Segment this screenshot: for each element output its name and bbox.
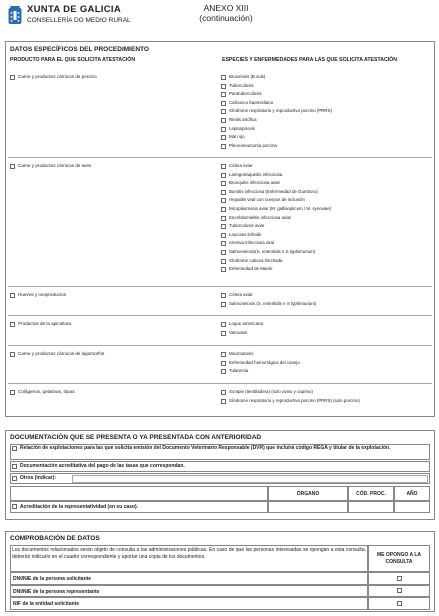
disease-label: Tuberculosis aviar xyxy=(229,223,265,229)
disease-checkbox[interactable] xyxy=(221,198,226,203)
disease-checkbox[interactable] xyxy=(221,109,226,114)
disease-checkbox[interactable] xyxy=(221,216,226,221)
brand-subtitle: CONSELLERÍA DO MEDIO RURAL xyxy=(27,17,131,24)
data-check-section-title: COMPROBACIÓN DE DATOS xyxy=(10,535,100,542)
organ-input[interactable] xyxy=(268,501,348,513)
disease-checkbox[interactable] xyxy=(221,75,226,80)
disease-label: Anemia infecciosa viral xyxy=(229,240,274,246)
disease-label: Tuberculosis xyxy=(229,82,254,88)
disease-label: Salmonelosis(S. enteritidis e S typhimurium) xyxy=(229,249,316,254)
disease-label: Leucosis linfoide xyxy=(229,231,262,237)
year-column-header: AÑO xyxy=(394,486,430,501)
group-separator xyxy=(8,286,432,287)
disease-label: Pleuroneumonía porcina xyxy=(229,142,277,148)
disease-label: Loque americana xyxy=(229,321,263,326)
data-check-row-label: DNI/NIE de la persona solicitante xyxy=(10,572,368,585)
disease-checkbox[interactable] xyxy=(221,181,226,186)
doc-item-4-label: Acreditación de la representatividad (en su caso). xyxy=(20,504,139,510)
doc-item-1-label: Relación de explotaciones para las que solicita emisión del Documento Veterinario Responsable (DVR) que incluirá código REGA y titular de la explotación. xyxy=(20,445,391,451)
doc-item-2-checkbox[interactable] xyxy=(12,464,17,469)
disease-checkbox[interactable] xyxy=(221,118,226,123)
product-label: Carne y productos cárnicos de lagomorfos xyxy=(18,351,105,356)
code-input[interactable] xyxy=(348,501,394,513)
doc-item-2-label: Documentación acreditativa del pago de las tasas que correspondan. xyxy=(20,463,185,469)
organ-column-header: ÓRGANO xyxy=(268,486,348,501)
disease-checkbox[interactable] xyxy=(221,144,226,149)
other-docs-input[interactable] xyxy=(72,475,428,483)
disease-checkbox[interactable] xyxy=(221,399,226,404)
disease-label: Enfermedad hemorrágica del conejo xyxy=(229,359,300,365)
product-checkbox[interactable] xyxy=(10,75,15,80)
year-input[interactable] xyxy=(394,501,430,513)
disease-checkbox[interactable] xyxy=(221,293,226,298)
disease-label: Micoplasmosis aviar (M. gallisepticum / M. synoviae) xyxy=(229,206,332,211)
product-checkbox[interactable] xyxy=(10,352,15,357)
disease-label: Carbunco bacteridiano xyxy=(229,99,274,105)
disease-checkbox[interactable] xyxy=(221,84,226,89)
doc-table-header-spacer xyxy=(10,486,268,501)
product-label: Colágenos, gelatinas, tripas xyxy=(18,389,75,394)
disease-label: Brucelosis (B.suis) xyxy=(229,74,266,79)
oppose-checkbox[interactable] xyxy=(397,576,402,581)
disease-checkbox[interactable] xyxy=(221,250,226,255)
disease-checkbox[interactable] xyxy=(221,164,226,169)
disease-label: Síndrome respiratorio y reproductivo porcino (PRRS) xyxy=(229,108,332,114)
annex-heading xyxy=(196,3,256,23)
disease-label: Cólera aviar xyxy=(229,163,253,168)
documentation-section-title: DOCUMENTACIÓN QUE SE PRESENTA O YA PRESENTADA CON ANTERIORIDAD xyxy=(10,434,262,441)
galicia-coat-of-arms-logo xyxy=(8,5,22,25)
doc-item-3-checkbox[interactable] xyxy=(12,476,17,481)
disease-checkbox[interactable] xyxy=(221,173,226,178)
disease-label: Mal rojo xyxy=(229,134,245,140)
annex-subtitle: (continuación) xyxy=(199,13,253,23)
disease-label: Paratuberculosis xyxy=(229,91,262,97)
disease-label: Rinitis atrófica xyxy=(229,117,257,122)
disease-label: Laringotraqueitis infecciosa xyxy=(229,171,283,177)
product-label: Huevos y ovoproductos xyxy=(18,292,67,297)
disease-label: Hepatitis viral con cuerpos de inclusión xyxy=(229,197,305,203)
group-separator xyxy=(8,315,432,316)
diseases-column-header: ESPECIES Y ENFERMEDADES PARA LAS QUE SOLICITA ATESTACIÓN xyxy=(222,57,397,63)
disease-checkbox[interactable] xyxy=(221,224,226,229)
disease-checkbox[interactable] xyxy=(221,241,226,246)
disease-label: Cólera aviar xyxy=(229,292,253,297)
disease-checkbox[interactable] xyxy=(221,101,226,106)
disease-checkbox[interactable] xyxy=(221,369,226,374)
group-separator xyxy=(8,157,432,158)
disease-checkbox[interactable] xyxy=(221,302,226,307)
data-check-row-label: DNI/NIE de la persona representante xyxy=(10,585,368,598)
disease-checkbox[interactable] xyxy=(221,259,226,264)
product-label: Carne y productos cárnicos de porcino xyxy=(18,74,97,79)
disease-label: Síndrome cabeza hinchada xyxy=(229,257,283,263)
disease-label: Scrapie (tembladera) (solo ovino y caprino) xyxy=(229,389,313,394)
disease-checkbox[interactable] xyxy=(221,322,226,327)
group-separator xyxy=(8,345,432,346)
disease-label: Enfermedad de Marek xyxy=(229,266,273,272)
product-label: Productos de la apicultura xyxy=(18,321,72,326)
oppose-checkbox[interactable] xyxy=(397,601,402,606)
annex-title: ANEXO XIII xyxy=(203,3,249,13)
group-separator xyxy=(8,383,432,384)
product-column-header: PRODUCTO PARA EL QUE SOLICITA ATESTACIÓN xyxy=(10,57,136,63)
disease-checkbox[interactable] xyxy=(221,390,226,395)
disease-label: Encefalomielitis infecciosa aviar xyxy=(229,214,291,220)
product-checkbox[interactable] xyxy=(10,322,15,327)
disease-checkbox[interactable] xyxy=(221,331,226,336)
disease-checkbox[interactable] xyxy=(221,135,226,140)
disease-label: Bronquitis infecciosa aviar xyxy=(229,180,281,186)
product-checkbox[interactable] xyxy=(10,164,15,169)
oppose-column-header: ME OPONGO A LA CONSULTA xyxy=(368,545,430,572)
disease-label: Varroasis xyxy=(229,329,248,335)
disease-checkbox[interactable] xyxy=(221,207,226,212)
disease-checkbox[interactable] xyxy=(221,92,226,97)
data-check-text: Los documentos relacionados serán objeto de consulta a las administraciones públicas. En caso de que las personas interesadas se opongan a esta consulta, deberán indicarlo en el cuadro correspondiente y aportar una copia de los documentos. xyxy=(12,547,366,560)
disease-checkbox[interactable] xyxy=(221,190,226,195)
disease-checkbox[interactable] xyxy=(221,267,226,272)
product-checkbox[interactable] xyxy=(10,293,15,298)
oppose-checkbox[interactable] xyxy=(397,588,402,593)
brand-title: XUNTA DE GALICIA xyxy=(27,4,121,15)
disease-label: Salmonelosis (S. enteritidis e S typhimurium) xyxy=(229,300,317,306)
doc-item-4-checkbox[interactable] xyxy=(12,504,17,509)
disease-label: Tularemia xyxy=(229,368,249,374)
disease-checkbox[interactable] xyxy=(221,127,226,132)
product-checkbox[interactable] xyxy=(10,390,15,395)
disease-label: Síndrome respiratorio y reproductivo porcino (PRRS) (solo porcino) xyxy=(229,397,360,403)
product-label: Carne y productos cárnicos de aves xyxy=(18,163,92,168)
specific-section-title: DATOS ESPECÍFICOS DEL PROCEDIMIENTO xyxy=(10,46,149,53)
specific-data-section xyxy=(5,41,435,417)
disease-label: Mixomatosis xyxy=(229,351,254,356)
code-column-header: CÓD. PROC. xyxy=(348,486,394,501)
disease-label: Bursitis infecciosa (Enfermedad de Gumboro) xyxy=(229,188,318,194)
disease-checkbox[interactable] xyxy=(221,361,226,366)
doc-item-3-label: Otros (indicar): xyxy=(20,475,57,481)
disease-label: Leptospirosis xyxy=(229,125,255,131)
disease-checkbox[interactable] xyxy=(221,352,226,357)
doc-item-1-checkbox[interactable] xyxy=(12,446,17,451)
data-check-row-label: NIF de la entidad solicitante xyxy=(10,597,368,610)
disease-checkbox[interactable] xyxy=(221,233,226,238)
